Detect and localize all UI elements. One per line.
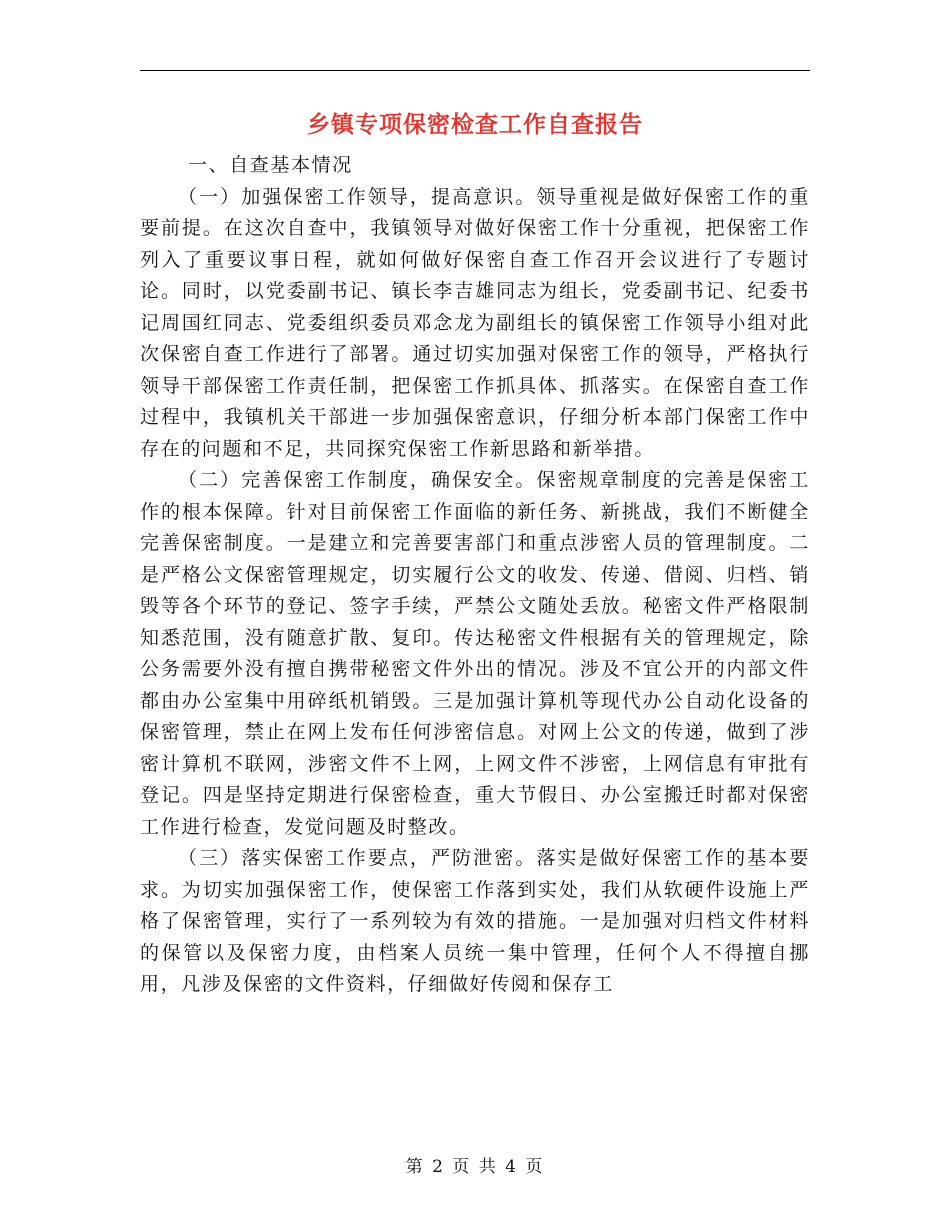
paragraph-1: （一）加强保密工作领导，提高意识。领导重视是做好保密工作的重要前提。在这次自查中，我镇领导对做好保密工作十分重视，把保密工作列入了重要议事日程，就如何做好保密自查工作召开会议进行了专题讨论。同时，以党委副书记、镇长李吉雄同志为组长，党委副书记、纪委书记周国红同志、党委组织委员邓念龙为副组长的镇保密工作领导小组对此次保密自查工作进行了部署。通过切实加强对保密工作的领导，严格执行领导干部保密工作责任制，把保密工作抓具体、抓落实。在保密自查工作过程中，我镇机关干部进一步加强保密意识，仔细分析本部门保密工作中存在的问题和不足，共同探究保密工作新思路和新举措。 xyxy=(140,185,810,460)
header-rule xyxy=(140,70,810,71)
page-number: 第 2 页 共 4 页 xyxy=(405,1157,545,1177)
section-heading: 一、自查基本情况 xyxy=(188,154,353,176)
paragraph-3: （三）落实保密工作要点，严防泄密。落实是做好保密工作的基本要求。为切实加强保密工作，使保密工作落到实处，我们从软硬件设施上严格了保密管理，实行了一系列较为有效的措施。一是加强对归档文件材料的保管以及保密力度，由档案人员统一集中管理，任何个人不得擅自挪用，凡涉及保密的文件资料，仔细做好传阅和保存工 xyxy=(140,847,810,995)
document-body xyxy=(140,150,810,1001)
document-title: 乡镇专项保密检查工作自查报告 xyxy=(307,111,643,138)
paragraph-2: （二）完善保密工作制度，确保安全。保密规章制度的完善是保密工作的根本保障。针对目前保密工作面临的新任务、新挑战，我们不断健全完善保密制度。一是建立和完善要害部门和重点涉密人员的管理制度。二是严格公文保密管理规定，切实履行公文的收发、传递、借阅、归档、销毁等各个环节的登记、签字手续，严禁公文随处丢放。秘密文件严格限制知悉范围，没有随意扩散、复印。传达秘密文件根据有关的管理规定，除公务需要外没有擅自携带秘密文件外出的情况。涉及不宜公开的内部文件都由办公室集中用碎纸机销毁。三是加强计算机等现代办公自动化设备的保密管理，禁止在网上发布任何涉密信息。对网上公文的传递，做到了涉密计算机不联网，涉密文件不上网，上网文件不涉密，上网信息有审批有登记。四是坚持定期进行保密检查，重大节假日、办公室搬迁时都对保密工作进行检查，发觉问题及时整改。 xyxy=(140,469,810,838)
